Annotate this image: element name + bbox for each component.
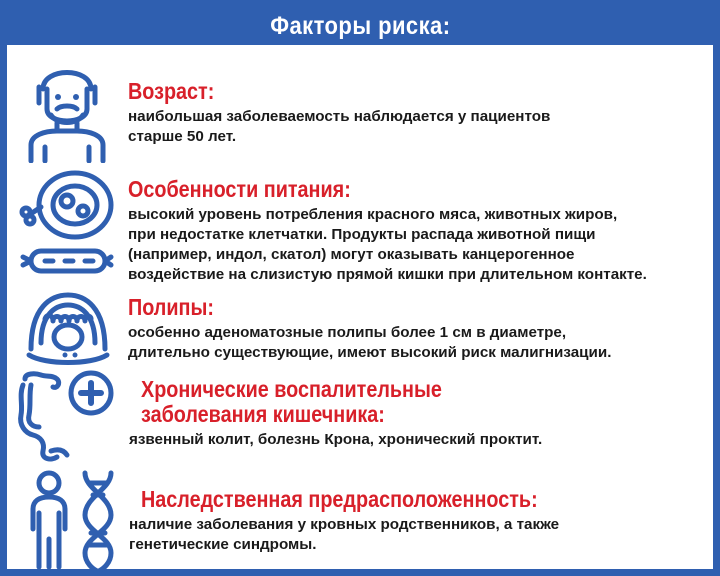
factor-age (128, 79, 550, 147)
factor-title: Полипы: (128, 294, 214, 320)
intestine-medical-icon (15, 365, 115, 465)
factor-heredity (129, 486, 602, 555)
page-title: Факторы риска: (269, 11, 451, 40)
factor-inflammatory (129, 376, 543, 450)
polyp-icon (25, 289, 111, 369)
factor-description: наличие заболевания у кровных родственников, а также генетические синдромы. (129, 516, 560, 553)
factor-description: язвенный колит, болезнь Крона, хронический проктит. (129, 431, 543, 448)
factor-description: наибольшая заболеваемость наблюдается у пациентов старше 50 лет. (128, 108, 551, 145)
factor-title: Особенности питания: (128, 176, 351, 202)
factor-polyps (128, 295, 611, 363)
meat-food-icon (17, 165, 115, 285)
factor-title: Хронические воспалительные заболевания кишечника: (141, 376, 442, 427)
factor-title: Возраст: (128, 78, 215, 104)
header-bar (7, 7, 713, 45)
person-dna-icon (23, 469, 119, 573)
factor-description: особенно аденоматозные полипы более 1 см в диаметре, длительно существующие, имеют высокий риск малигнизации. (128, 324, 612, 361)
factor-nutrition (128, 177, 647, 285)
factor-description: высокий уровень потребления красного мяса, животных жиров, при недостатке клетчатки. Продукты распада животной пищи (например, индол, скатол) могут оказывать канцерогенное воздействие на слизистую прямой кишки при длительном контакте. (128, 206, 647, 283)
factor-title: Наследственная предрасположенность: (141, 486, 538, 512)
elderly-man-icon (21, 59, 113, 163)
